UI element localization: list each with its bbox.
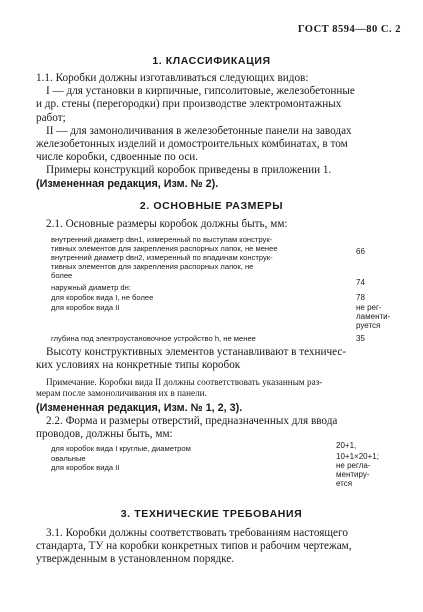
dim-row-1b: тивных элементов для закрепления распорных лапок, не менее xyxy=(51,244,278,253)
type-i-line-3: работ; xyxy=(36,111,66,124)
hole-value-1: 20+1, xyxy=(336,441,357,450)
dim-row-2a: внутренний диаметр dвн2, измеренный по впадинам конструк- xyxy=(51,253,273,262)
dim-value-6: 35 xyxy=(356,334,365,343)
para-3-1-line-2: стандарта, ТУ на коробки конкретных типов и рабочим чертежам, xyxy=(36,540,352,553)
para-3-1-line-1: 3.1. Коробки должны соответствовать требованиям настоящего xyxy=(46,527,348,539)
hole-row-2: овальные xyxy=(51,454,86,463)
height-line-1: Высоту конструктивных элементов устанавливают в техничес- xyxy=(46,346,347,358)
type-ii-line-2: железобетонных изделий и домостроительных комбинатах, в том xyxy=(36,138,348,151)
note-line-2: мерам после замоноличивания их в панели. xyxy=(36,388,207,398)
hole-row-1: для коробок вида I круглые, диаметром xyxy=(51,444,191,453)
type-i-line-1: I — для установки в кирпичные, гипсолитовые, железобетонные xyxy=(46,85,355,98)
edit-note-2: (Измененная редакция, Изм. № 1, 2, 3). xyxy=(36,402,243,414)
section-3-title: 3. ТЕХНИЧЕСКИЕ ТРЕБОВАНИЯ xyxy=(120,508,303,520)
para-3-1 xyxy=(36,527,396,567)
para-2-1 xyxy=(36,218,396,231)
dim-row-1a: внутренний диаметр dвн1, измеренный по выступам конструк- xyxy=(51,235,273,244)
para-2-2-line-1: 2.2. Форма и размеры отверстий, предназначенных для ввода xyxy=(46,415,338,428)
dim-row-4a: для коробок вида I, не более xyxy=(51,293,154,302)
type-ii-line-3: числе коробки, сдвоенные по оси. xyxy=(36,151,199,164)
para-1-1 xyxy=(36,72,396,191)
dim-value-5-line-1: не рег- xyxy=(356,303,382,312)
page-header: ГОСТ 8594—80 С. 2 xyxy=(297,24,401,35)
type-i-line-2: и др. стены (перегородки) при производстве электромонтажных xyxy=(36,98,342,111)
type-ii-line-1: II — для замоноличивания в железобетонные панели на заводах xyxy=(46,124,352,137)
note-line-1: Примечание. Коробки вида II должны соответствовать указанным раз- xyxy=(46,377,323,387)
hole-row-3: для коробок вида II xyxy=(51,463,120,472)
dim-row-2b: тивных элементов для закрепления распорных лапок, не xyxy=(51,262,254,271)
dim-value-5-line-3: руется xyxy=(356,321,381,330)
section-2-title: 2. ОСНОВНЫЕ РАЗМЕРЫ xyxy=(139,200,284,212)
note-block xyxy=(36,377,396,399)
hole-value-3-line-1: не регла- xyxy=(336,461,371,470)
height-line-2: ких условиях на конкретные типы коробок xyxy=(36,359,241,372)
edit-note-1: (Измененная редакция, Изм. № 2). xyxy=(36,177,219,190)
hole-value-3-line-3: ется xyxy=(336,479,353,488)
dim-row-6a: глубина под электроустановочное устройство h, не менее xyxy=(51,334,256,343)
examples-line: Примеры конструкций коробок приведены в приложении 1. xyxy=(46,164,332,177)
dim-row-2c: более xyxy=(51,271,73,280)
hole-value-3-line-2: ментиру- xyxy=(336,470,370,479)
section-1-title: 1. КЛАССИФИКАЦИЯ xyxy=(152,55,271,67)
dim-row-3a: наружный диаметр dн: xyxy=(51,283,131,292)
para-3-1-line-3: утвержденным в установленном порядке. xyxy=(36,553,235,566)
dim-value-1: 66 xyxy=(356,247,365,256)
para-2-1-line: 2.1. Основные размеры коробок должны быть, мм: xyxy=(46,218,288,230)
para-2-2 xyxy=(36,402,396,442)
hole-value-2: 10+1×20+1; xyxy=(336,452,379,461)
dim-value-2: 74 xyxy=(356,278,365,287)
dim-value-4: 78 xyxy=(356,293,365,302)
para-2-2-line-2: проводов, должны быть, мм: xyxy=(36,428,173,441)
para-1-1-line: 1.1. Коробки должны изготавливаться следующих видов: xyxy=(36,72,309,84)
height-paragraph xyxy=(36,346,396,372)
dim-value-5-line-2: ламенти- xyxy=(356,312,391,321)
dim-row-5a: для коробок вида II xyxy=(51,303,120,312)
